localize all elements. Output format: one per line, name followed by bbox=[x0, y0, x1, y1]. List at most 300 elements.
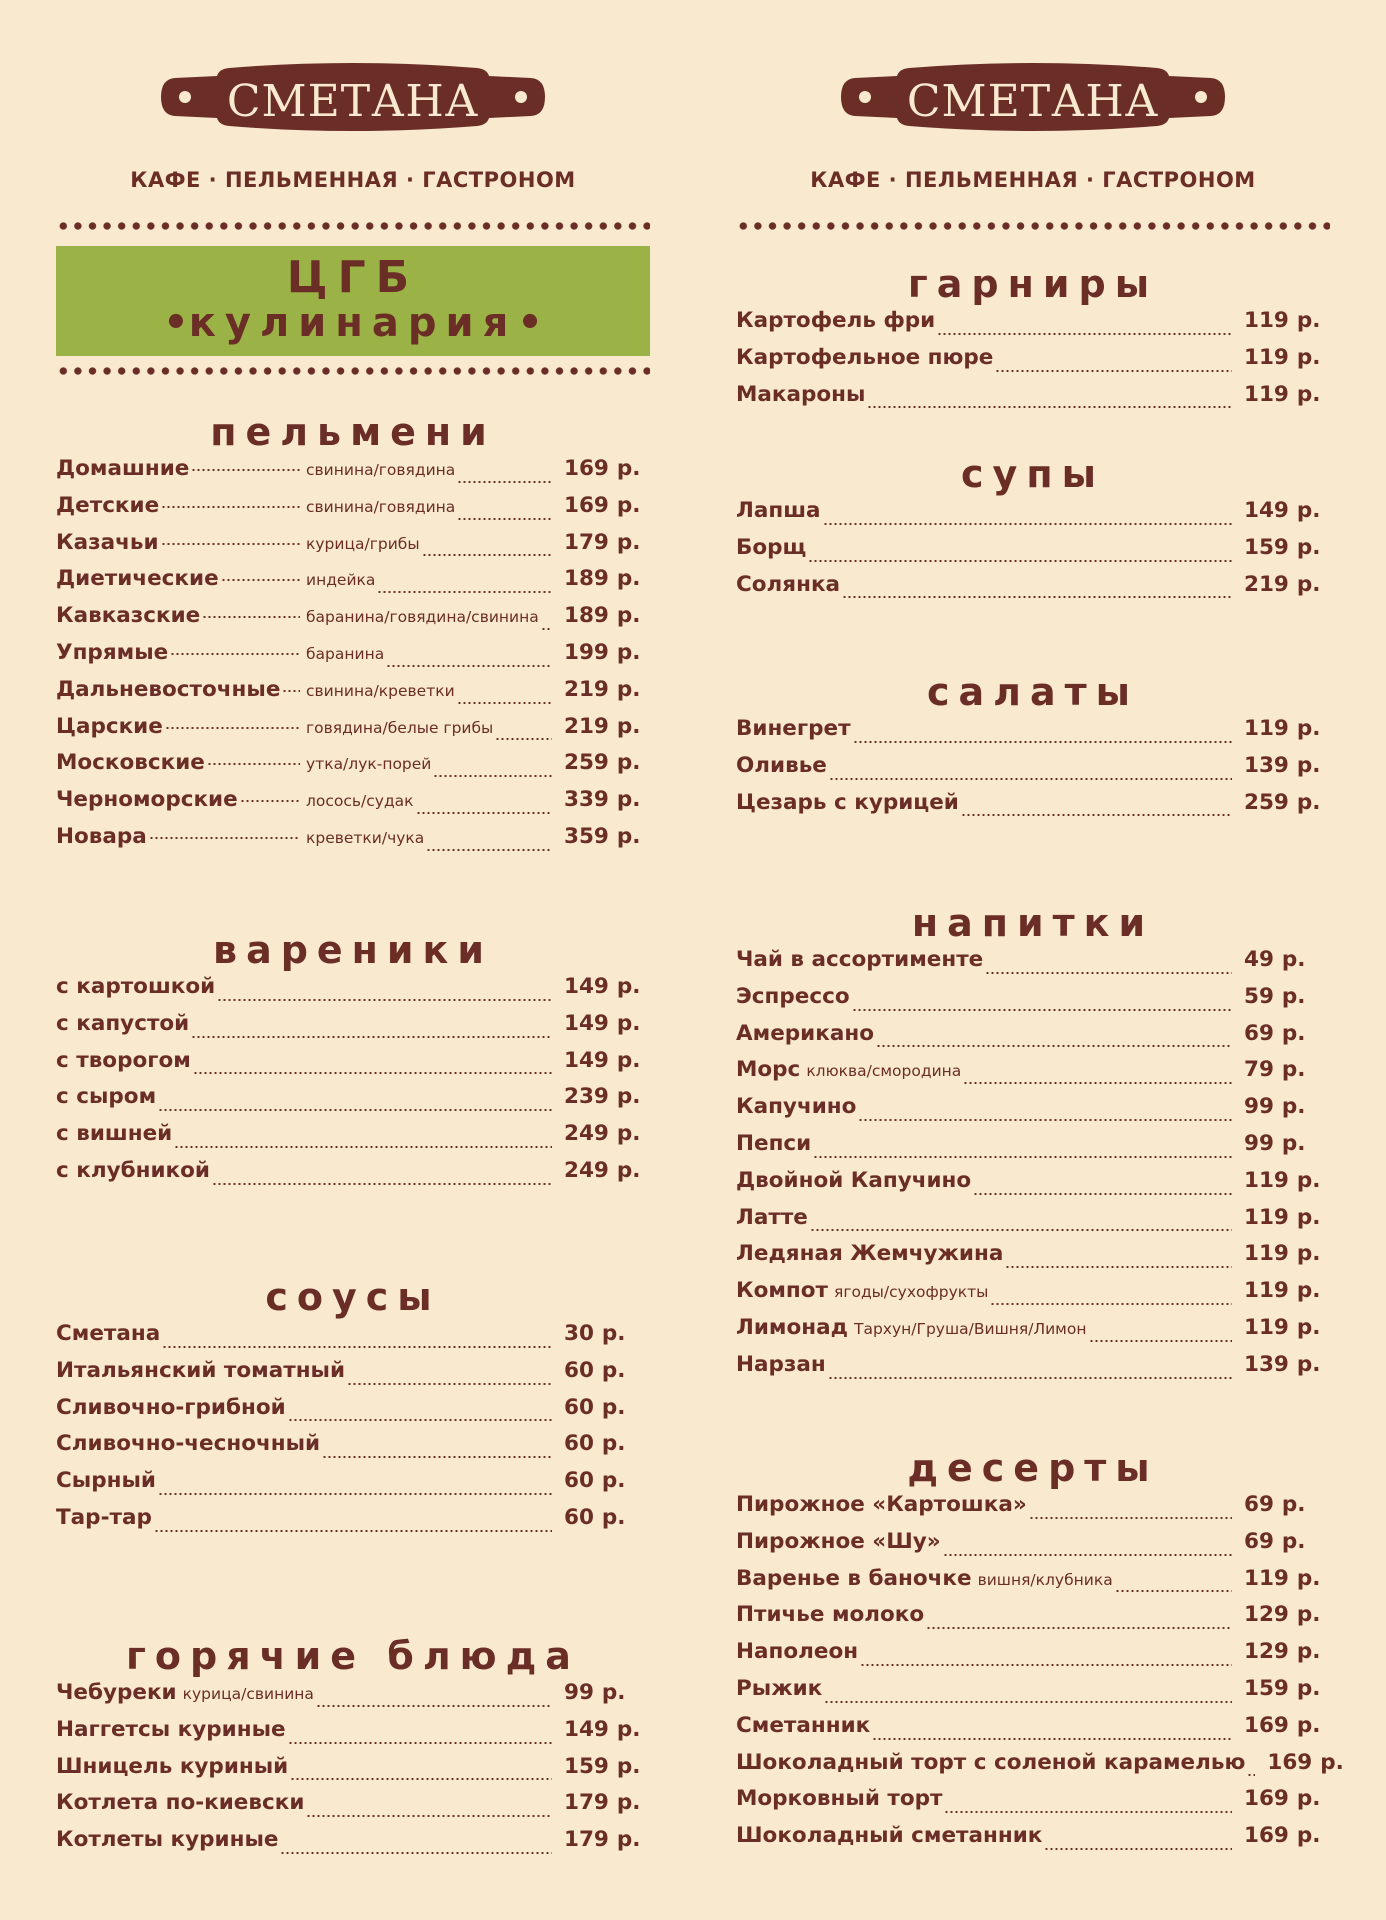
item-name: Капучино bbox=[736, 1094, 857, 1120]
item-name: Морковный торт bbox=[736, 1786, 943, 1812]
item-price: 99 р. bbox=[1244, 1130, 1306, 1156]
section-title: салаты bbox=[926, 670, 1140, 714]
dot-leader bbox=[288, 1742, 552, 1744]
dot-leader bbox=[495, 738, 552, 740]
item-name: Сливочно-грибной bbox=[56, 1394, 286, 1420]
item-price: 119 р. bbox=[1244, 716, 1321, 741]
item-price: 169 р. bbox=[1244, 1712, 1321, 1738]
dot-leader bbox=[207, 763, 300, 765]
item-name-block bbox=[56, 493, 302, 518]
item-name-block bbox=[56, 603, 302, 628]
dot-leader bbox=[316, 1705, 552, 1707]
item-price: 60 р. bbox=[564, 1431, 626, 1457]
item-name: Котлета по-киевски bbox=[56, 1790, 305, 1816]
dot-leader bbox=[961, 814, 1232, 816]
menu-item bbox=[736, 1492, 1330, 1529]
dot-leader bbox=[161, 506, 300, 508]
item-name: Шоколадный торт с соленой карамелью bbox=[736, 1749, 1246, 1775]
menu-item bbox=[736, 1529, 1330, 1566]
item-price: 119 р. bbox=[1244, 1204, 1321, 1230]
item-name: Шоколадный сметанник bbox=[736, 1823, 1043, 1849]
dot-leader bbox=[347, 1383, 552, 1385]
dot-leader bbox=[823, 523, 1232, 525]
menu-item bbox=[56, 1431, 650, 1468]
menu-item bbox=[736, 1131, 1330, 1168]
menu-item bbox=[56, 603, 650, 640]
dot-leader bbox=[852, 1009, 1232, 1011]
item-name: Компот bbox=[736, 1278, 829, 1304]
item-name: с вишней bbox=[56, 1121, 173, 1147]
item-name: Наполеон bbox=[736, 1639, 859, 1665]
item-note: утка/лук-порей bbox=[306, 755, 432, 774]
item-note: курица/грибы bbox=[306, 534, 420, 553]
menu-item bbox=[736, 535, 1330, 572]
item-price: 149 р. bbox=[564, 974, 641, 999]
item-name: Оливье bbox=[736, 752, 827, 778]
item-name: с сыром bbox=[56, 1084, 157, 1110]
item-price: 149 р. bbox=[564, 1010, 641, 1036]
item-note: вишня/клубника bbox=[977, 1570, 1113, 1589]
menu-item bbox=[736, 984, 1330, 1021]
item-name: Пирожное «Картошка» bbox=[736, 1492, 1027, 1517]
menu-item bbox=[736, 1057, 1330, 1094]
logo bbox=[56, 62, 650, 132]
menu-list bbox=[736, 1492, 1344, 1860]
menu-item bbox=[56, 1321, 650, 1358]
section-pelmeni bbox=[56, 408, 650, 861]
item-name: Шницель куриный bbox=[56, 1753, 289, 1779]
item-price: 149 р. bbox=[564, 1047, 641, 1073]
item-price: 259 р. bbox=[564, 750, 641, 776]
menu-list bbox=[56, 974, 650, 1195]
menu-item bbox=[56, 530, 650, 567]
section-title: пельмени bbox=[210, 410, 496, 454]
logo bbox=[736, 62, 1330, 132]
item-price: 59 р. bbox=[1244, 983, 1306, 1009]
item-name: Винегрет bbox=[736, 716, 851, 741]
item-price: 119 р. bbox=[1244, 308, 1321, 333]
item-price: 49 р. bbox=[1244, 947, 1306, 972]
item-price: 249 р. bbox=[564, 1121, 641, 1147]
item-note: креветки/чука bbox=[306, 828, 425, 847]
menu-item bbox=[56, 714, 650, 751]
item-note: Тархун/Груша/Вишня/Лимон bbox=[854, 1319, 1087, 1338]
menu-item bbox=[736, 1749, 1344, 1787]
dot-leader bbox=[842, 596, 1232, 598]
tagline: КАФЕ · ПЕЛЬМЕННАЯ · ГАСТРОНОМ bbox=[130, 168, 576, 192]
section-salaty bbox=[736, 668, 1330, 826]
dot-leader bbox=[426, 849, 552, 851]
dot-leader bbox=[858, 1119, 1232, 1121]
dot-leader bbox=[1044, 1848, 1232, 1850]
item-name: Цезарь с курицей bbox=[736, 789, 959, 815]
dot-leader bbox=[944, 1811, 1232, 1813]
dot-leader bbox=[422, 554, 552, 556]
dot-leader bbox=[149, 837, 300, 839]
section-title: вареники bbox=[213, 928, 493, 972]
item-name: Птичье молоко bbox=[736, 1602, 925, 1628]
dot-leader bbox=[191, 469, 300, 471]
item-name-block bbox=[56, 456, 302, 481]
menu-item bbox=[56, 824, 650, 861]
dot-leader bbox=[457, 518, 552, 520]
item-price: 139 р. bbox=[1244, 752, 1321, 778]
item-price: 119 р. bbox=[1244, 1565, 1321, 1591]
item-note: курица/свинина bbox=[182, 1685, 314, 1703]
item-name: Американо bbox=[736, 1020, 874, 1046]
item-price: 119 р. bbox=[1244, 1167, 1321, 1193]
section-deserty bbox=[736, 1444, 1344, 1860]
item-price: 179 р. bbox=[564, 1827, 641, 1853]
menu-list bbox=[56, 456, 650, 861]
section-vareniki bbox=[56, 926, 650, 1195]
item-price: 119 р. bbox=[1244, 381, 1321, 407]
item-name: Детские bbox=[56, 492, 160, 518]
item-price: 159 р. bbox=[1244, 534, 1321, 560]
menu-list bbox=[736, 716, 1330, 826]
dot-leader bbox=[926, 1627, 1232, 1629]
dot-leader bbox=[860, 1664, 1232, 1666]
item-price: 169 р. bbox=[1267, 1749, 1344, 1775]
item-name: Латте bbox=[736, 1204, 808, 1230]
menu-item bbox=[56, 974, 650, 1011]
menu-item bbox=[56, 1680, 650, 1717]
item-name-block bbox=[56, 677, 302, 702]
item-name: Новара bbox=[56, 823, 147, 849]
menu-item bbox=[56, 1048, 650, 1085]
dot-leader bbox=[221, 579, 300, 581]
menu-item bbox=[56, 1158, 650, 1195]
dot-leader bbox=[872, 1738, 1232, 1740]
logo-text: СМЕТАНА bbox=[226, 76, 480, 127]
dot-leader bbox=[193, 1072, 552, 1074]
item-name: с картошкой bbox=[56, 974, 216, 999]
item-price: 99 р. bbox=[1244, 1094, 1306, 1120]
menu-item bbox=[56, 1754, 650, 1791]
dot-leader bbox=[1089, 1340, 1233, 1342]
item-name-block bbox=[56, 824, 302, 849]
menu-item bbox=[736, 1352, 1330, 1389]
dot-leader bbox=[170, 653, 300, 655]
menu-list bbox=[736, 947, 1330, 1389]
dot-leader bbox=[377, 591, 552, 593]
dot-leader bbox=[240, 800, 300, 802]
item-name: Солянка bbox=[736, 571, 841, 597]
dot-leader bbox=[322, 1456, 552, 1458]
dot-leader bbox=[162, 1346, 552, 1348]
item-price: 159 р. bbox=[1244, 1675, 1321, 1701]
item-price: 259 р. bbox=[1244, 789, 1321, 815]
item-name: с капустой bbox=[56, 1010, 190, 1036]
item-name-block bbox=[56, 787, 302, 812]
dot-leader bbox=[541, 628, 552, 630]
item-note: баранина bbox=[306, 644, 385, 663]
item-name: Котлеты куриные bbox=[56, 1827, 279, 1853]
item-price: 30 р. bbox=[564, 1321, 626, 1346]
dot-leader bbox=[985, 972, 1232, 974]
dot-leader bbox=[174, 1146, 552, 1148]
dot-leader bbox=[457, 481, 552, 483]
dot-leader bbox=[1005, 1266, 1232, 1268]
item-price: 60 р. bbox=[564, 1394, 626, 1420]
dot-leader bbox=[212, 1183, 552, 1185]
dot-leader bbox=[943, 1554, 1232, 1556]
menu-item bbox=[56, 1717, 650, 1754]
item-name: Кавказские bbox=[56, 603, 201, 629]
item-name: Домашние bbox=[56, 456, 190, 481]
item-price: 169 р. bbox=[564, 456, 641, 481]
item-price: 189 р. bbox=[564, 566, 641, 592]
item-name-block bbox=[56, 566, 302, 591]
item-price: 219 р. bbox=[564, 713, 641, 739]
menu-item bbox=[736, 1315, 1330, 1352]
menu-item bbox=[736, 1823, 1330, 1860]
dot-leader bbox=[829, 778, 1232, 780]
item-price: 119 р. bbox=[1244, 1314, 1321, 1340]
item-name: Лимонад bbox=[736, 1314, 848, 1340]
dot-leader bbox=[217, 999, 552, 1001]
item-name: с творогом bbox=[56, 1047, 191, 1073]
item-price: 99 р. bbox=[564, 1680, 626, 1705]
item-name: Пепси bbox=[736, 1130, 812, 1156]
menu-item bbox=[56, 493, 650, 530]
item-name: Московские bbox=[56, 750, 205, 776]
item-price: 79 р. bbox=[1244, 1057, 1306, 1083]
item-price: 249 р. bbox=[564, 1157, 641, 1183]
section-title: напитки bbox=[911, 901, 1155, 945]
item-name: Морс bbox=[736, 1057, 801, 1083]
dot-leader bbox=[202, 616, 300, 618]
menu-item bbox=[736, 947, 1330, 984]
dot-leader bbox=[867, 406, 1232, 408]
menu-item bbox=[56, 640, 650, 677]
item-price: 69 р. bbox=[1244, 1528, 1306, 1554]
item-name: Диетические bbox=[56, 566, 219, 592]
menu-item bbox=[56, 1827, 650, 1864]
section-sousy bbox=[56, 1273, 650, 1542]
dot-leader bbox=[937, 333, 1232, 335]
section-title: горячие блюда bbox=[126, 1634, 580, 1678]
dot-leader bbox=[995, 370, 1232, 372]
item-note: баранина/говядина/свинина bbox=[306, 608, 539, 627]
menu-item bbox=[56, 750, 650, 787]
menu-item bbox=[56, 1084, 650, 1121]
section-title: супы bbox=[961, 452, 1105, 496]
item-name: Рыжик bbox=[736, 1675, 823, 1701]
item-note: свинина/креветки bbox=[306, 681, 455, 700]
item-name: Картофельное пюре bbox=[736, 344, 994, 370]
menu-item bbox=[736, 1168, 1330, 1205]
tagline: КАФЕ · ПЕЛЬМЕННАЯ · ГАСТРОНОМ bbox=[810, 168, 1256, 192]
item-price: 219 р. bbox=[564, 676, 641, 702]
item-price: 169 р. bbox=[564, 492, 641, 518]
dot-leader bbox=[165, 727, 300, 729]
dotted-divider bbox=[56, 366, 650, 376]
item-note: клюква/смородина bbox=[806, 1062, 962, 1081]
menu-item bbox=[736, 1205, 1330, 1242]
dot-leader bbox=[158, 1109, 552, 1111]
menu-item bbox=[736, 1566, 1330, 1603]
menu-item bbox=[736, 382, 1330, 419]
dot-leader bbox=[191, 1036, 552, 1038]
item-price: 60 р. bbox=[564, 1357, 626, 1383]
item-name: Ледяная Жемчужина bbox=[736, 1241, 1004, 1267]
item-price: 189 р. bbox=[564, 603, 641, 629]
menu-item bbox=[56, 677, 650, 714]
menu-item bbox=[736, 1278, 1330, 1315]
dot-leader bbox=[1029, 1517, 1232, 1519]
item-note: говядина/белые грибы bbox=[306, 718, 494, 737]
item-price: 129 р. bbox=[1244, 1602, 1321, 1628]
dotted-divider bbox=[56, 221, 650, 231]
menu-item bbox=[736, 790, 1330, 827]
item-name: Сырный bbox=[56, 1468, 156, 1494]
item-name: Чай в ассортименте bbox=[736, 947, 984, 972]
item-name: Казачьи bbox=[56, 529, 159, 555]
dot-leader bbox=[876, 1045, 1232, 1047]
item-note: свинина/говядина bbox=[306, 461, 456, 479]
menu-item bbox=[736, 716, 1330, 753]
dot-leader bbox=[990, 1303, 1232, 1305]
item-name: Эспрессо bbox=[736, 983, 850, 1009]
dot-leader bbox=[154, 1530, 552, 1532]
item-name: Чебуреки bbox=[56, 1680, 177, 1705]
menu-item bbox=[736, 345, 1330, 382]
menu-item bbox=[56, 1395, 650, 1432]
item-name-block bbox=[56, 714, 302, 739]
section-title: десерты bbox=[907, 1446, 1159, 1490]
banner-line1: ЦГБ bbox=[286, 252, 420, 303]
section-supy bbox=[736, 450, 1330, 608]
item-name-block bbox=[56, 530, 302, 555]
menu-item bbox=[56, 1121, 650, 1158]
dot-leader bbox=[1247, 1774, 1255, 1776]
item-price: 219 р. bbox=[1244, 571, 1321, 597]
section-title: гарниры bbox=[907, 262, 1159, 306]
dot-leader bbox=[457, 702, 552, 704]
dot-leader bbox=[290, 1778, 552, 1780]
item-price: 169 р. bbox=[1244, 1786, 1321, 1812]
menu-item bbox=[56, 1011, 650, 1048]
item-price: 119 р. bbox=[1244, 344, 1321, 370]
dot-leader bbox=[853, 741, 1232, 743]
item-note: ягоды/сухофрукты bbox=[834, 1283, 989, 1302]
item-name: с клубникой bbox=[56, 1157, 210, 1183]
menu-list bbox=[736, 308, 1330, 418]
item-name: Борщ bbox=[736, 534, 807, 560]
item-name: Нарзан bbox=[736, 1351, 826, 1377]
item-name: Двойной Капучино bbox=[736, 1167, 972, 1193]
dot-leader bbox=[813, 1156, 1232, 1158]
item-price: 60 р. bbox=[564, 1504, 626, 1530]
menu-item bbox=[56, 1790, 650, 1827]
item-price: 149 р. bbox=[1244, 498, 1321, 523]
dot-leader bbox=[433, 775, 552, 777]
dot-leader bbox=[1115, 1590, 1232, 1592]
menu-item bbox=[56, 1468, 650, 1505]
dot-leader bbox=[161, 543, 300, 545]
dot-leader bbox=[288, 1419, 552, 1421]
menu-list bbox=[56, 1680, 650, 1864]
dot-leader bbox=[824, 1701, 1232, 1703]
dot-leader bbox=[416, 812, 552, 814]
item-price: 159 р. bbox=[564, 1753, 641, 1779]
item-name: Наггетсы куриные bbox=[56, 1716, 286, 1742]
item-name-block bbox=[56, 640, 302, 665]
item-name: Итальянский томатный bbox=[56, 1357, 346, 1383]
item-price: 339 р. bbox=[564, 787, 641, 813]
item-name: Варенье в баночке bbox=[736, 1565, 972, 1591]
section-garniry bbox=[736, 260, 1330, 418]
item-price: 359 р. bbox=[564, 823, 641, 849]
item-price: 69 р. bbox=[1244, 1492, 1306, 1517]
item-name: Сметана bbox=[56, 1321, 161, 1346]
menu-item bbox=[736, 1241, 1330, 1278]
section-goryachie bbox=[56, 1632, 650, 1864]
item-price: 139 р. bbox=[1244, 1351, 1321, 1377]
dot-leader bbox=[386, 665, 552, 667]
dot-leader bbox=[963, 1082, 1232, 1084]
item-name: Картофель фри bbox=[736, 308, 936, 333]
item-price: 169 р. bbox=[1244, 1823, 1321, 1849]
menu-item bbox=[56, 566, 650, 603]
item-name: Черноморские bbox=[56, 787, 238, 813]
item-price: 149 р. bbox=[564, 1716, 641, 1742]
item-note: свинина/говядина bbox=[306, 497, 456, 516]
item-name: Пирожное «Шу» bbox=[736, 1528, 941, 1554]
dotted-divider bbox=[736, 221, 1330, 231]
item-price: 239 р. bbox=[564, 1084, 641, 1110]
dot-leader bbox=[280, 1852, 552, 1854]
logo-text: СМЕТАНА bbox=[906, 76, 1160, 127]
menu-item bbox=[736, 753, 1330, 790]
item-price: 129 р. bbox=[1244, 1639, 1321, 1665]
menu-item bbox=[736, 1094, 1330, 1131]
menu-item bbox=[736, 1639, 1330, 1676]
menu-item bbox=[56, 456, 650, 493]
menu-item bbox=[56, 787, 650, 824]
dot-leader bbox=[973, 1193, 1232, 1195]
item-name: Лапша bbox=[736, 498, 821, 523]
menu-item bbox=[736, 1676, 1330, 1713]
section-napitki bbox=[736, 899, 1330, 1389]
item-note: индейка bbox=[306, 571, 376, 590]
section-title: соусы bbox=[265, 1275, 441, 1319]
menu-item bbox=[736, 498, 1330, 535]
item-note: лосось/судак bbox=[306, 792, 414, 811]
item-price: 179 р. bbox=[564, 1790, 641, 1816]
dot-leader bbox=[282, 690, 300, 692]
dot-leader bbox=[306, 1815, 552, 1817]
item-name: Сливочно-чесночный bbox=[56, 1431, 321, 1457]
item-price: 199 р. bbox=[564, 639, 641, 665]
item-price: 60 р. bbox=[564, 1468, 626, 1494]
item-name: Макароны bbox=[736, 381, 866, 407]
dot-leader bbox=[810, 1229, 1232, 1231]
dot-leader bbox=[808, 560, 1232, 562]
section-banner bbox=[56, 246, 650, 356]
item-price: 119 р. bbox=[1244, 1278, 1321, 1304]
menu-item bbox=[736, 572, 1330, 609]
dot-leader bbox=[828, 1377, 1232, 1379]
dot-leader bbox=[158, 1493, 552, 1495]
menu-item bbox=[736, 1602, 1330, 1639]
menu-item bbox=[56, 1358, 650, 1395]
item-name: Тар-тар bbox=[56, 1504, 152, 1530]
menu-item bbox=[736, 1021, 1330, 1058]
item-price: 179 р. bbox=[564, 529, 641, 555]
item-name: Царские bbox=[56, 713, 163, 739]
